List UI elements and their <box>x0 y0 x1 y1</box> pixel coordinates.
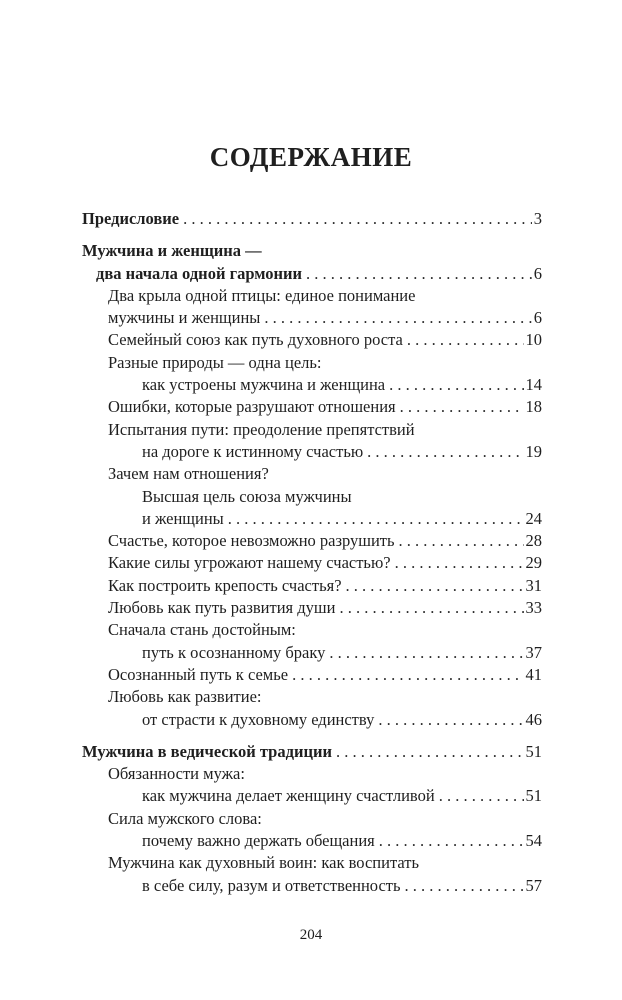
toc-entry-text: Счастье, которое невозможно разрушить <box>108 531 395 551</box>
dot-leader <box>346 575 524 597</box>
toc-page-number: 41 <box>525 664 542 684</box>
toc-entry-text: как мужчина делает женщину счастливой <box>142 786 435 806</box>
toc-entry[interactable] <box>82 552 542 574</box>
toc-entry-text: путь к осознанному браку <box>142 642 326 662</box>
toc-entry[interactable] <box>82 642 542 664</box>
toc-page-number: 37 <box>525 642 542 662</box>
toc-entry[interactable] <box>82 508 542 530</box>
toc-entry-text: Предисловие <box>82 209 180 228</box>
toc-entry[interactable] <box>82 396 542 418</box>
toc-section-heading[interactable] <box>82 741 542 763</box>
toc-entry[interactable] <box>82 307 542 329</box>
toc-entry-text: Любовь как путь развития души <box>108 598 336 618</box>
toc-entry[interactable] <box>82 530 542 552</box>
table-of-contents <box>82 208 542 897</box>
toc-entry-text: в себе силу, разум и ответственность <box>142 875 401 895</box>
toc-entry[interactable] <box>82 329 542 351</box>
toc-entry-text: от страсти к духовному единству <box>142 709 375 729</box>
toc-entry-text: Разные природы — одна цель: <box>108 352 322 372</box>
dot-leader <box>264 307 531 329</box>
toc-page-number: 33 <box>525 598 542 618</box>
toc-page-number: 10 <box>525 330 542 350</box>
toc-entry-preface[interactable] <box>82 208 542 230</box>
toc-entry[interactable] <box>82 419 542 441</box>
toc-section-heading[interactable] <box>82 240 542 262</box>
toc-page-number: 6 <box>533 308 542 328</box>
toc-entry-text: Высшая цель союза мужчины <box>142 486 352 506</box>
toc-entry[interactable] <box>82 664 542 686</box>
dot-leader <box>400 396 524 418</box>
dot-leader <box>292 664 523 686</box>
toc-entry-text: почему важно держать обещания <box>142 831 375 851</box>
dot-leader <box>306 263 532 285</box>
toc-entry[interactable] <box>82 852 542 874</box>
toc-entry-text: Любовь как развитие: <box>108 687 262 707</box>
dot-leader <box>439 785 524 807</box>
toc-entry[interactable] <box>82 441 542 463</box>
toc-entry-text: Зачем нам отношения? <box>108 464 269 484</box>
toc-page-number: 24 <box>525 508 542 528</box>
dot-leader <box>228 508 524 530</box>
toc-entry-text: Какие силы угрожают нашему счастью? <box>108 553 391 573</box>
toc-entry-text: Ошибки, которые разрушают отношения <box>108 397 396 417</box>
toc-entry-text: как устроены мужчина и женщина <box>142 375 386 395</box>
toc-entry[interactable] <box>82 597 542 619</box>
dot-leader <box>407 329 524 351</box>
toc-entry-text: и женщины <box>142 508 224 528</box>
dot-leader <box>399 530 524 552</box>
page-title: СОДЕРЖАНИЕ <box>209 142 413 172</box>
toc-page-number: 14 <box>525 375 542 395</box>
toc-section-heading[interactable] <box>82 263 542 285</box>
toc-page-number: 6 <box>533 263 542 283</box>
dot-leader <box>378 709 523 731</box>
toc-page-number: 18 <box>525 397 542 417</box>
toc-page-number: 57 <box>525 875 542 895</box>
toc-entry[interactable] <box>82 830 542 852</box>
toc-page-number: 28 <box>525 531 542 551</box>
toc-entry-text: Мужчина и женщина — <box>82 241 262 261</box>
toc-entry[interactable] <box>82 463 542 485</box>
toc-page-number: 46 <box>525 709 542 729</box>
toc-entry-text: Семейный союз как путь духовного роста <box>108 330 403 350</box>
dot-leader <box>367 441 523 463</box>
toc-page-number: 19 <box>525 441 542 461</box>
toc-page-number: 51 <box>525 786 542 806</box>
toc-page-number: 3 <box>533 209 542 228</box>
toc-entry[interactable] <box>82 374 542 396</box>
toc-entry-text: Сначала стань достойным: <box>108 620 296 640</box>
toc-entry[interactable] <box>82 808 542 830</box>
toc-entry[interactable] <box>82 875 542 897</box>
toc-entry-text: Мужчина как духовный воин: как воспитать <box>108 853 419 873</box>
toc-entry-text: Испытания пути: преодоление препятствий <box>108 419 415 439</box>
toc-entry-text: Обязанности мужа: <box>108 764 245 784</box>
toc-entry[interactable] <box>82 763 542 785</box>
toc-entry[interactable] <box>82 486 542 508</box>
dot-leader <box>405 875 524 897</box>
dot-leader <box>395 552 524 574</box>
page-number-footer: 204 <box>299 927 323 943</box>
toc-entry-text: мужчины и женщины <box>108 308 261 328</box>
toc-entry[interactable] <box>82 352 542 374</box>
toc-entry-text: Как построить крепость счастья? <box>108 575 342 595</box>
dot-leader <box>379 830 524 852</box>
toc-entry-text: Осознанный путь к семье <box>108 664 289 684</box>
toc-entry-text: два начала одной гармонии <box>96 263 303 283</box>
toc-entry-text: Два крыла одной птицы: единое понимание <box>108 285 416 305</box>
toc-entry[interactable] <box>82 285 542 307</box>
dot-leader <box>336 741 524 763</box>
toc-entry[interactable] <box>82 709 542 731</box>
toc-entry-text: Мужчина в ведической традиции <box>82 741 332 761</box>
toc-entry[interactable] <box>82 686 542 708</box>
toc-entry[interactable] <box>82 785 542 807</box>
toc-page-number: 54 <box>525 831 542 851</box>
dot-leader <box>329 642 523 664</box>
toc-entry[interactable] <box>82 575 542 597</box>
toc-page-number: 29 <box>525 553 542 573</box>
toc-page-number: 31 <box>525 575 542 595</box>
toc-entry[interactable] <box>82 619 542 641</box>
dot-leader <box>183 208 532 230</box>
toc-entry-text: на дороге к истинному счастью <box>142 441 364 461</box>
dot-leader <box>389 374 523 396</box>
dot-leader <box>339 597 523 619</box>
toc-page-number: 51 <box>525 741 542 761</box>
toc-entry-text: Сила мужского слова: <box>108 808 262 828</box>
